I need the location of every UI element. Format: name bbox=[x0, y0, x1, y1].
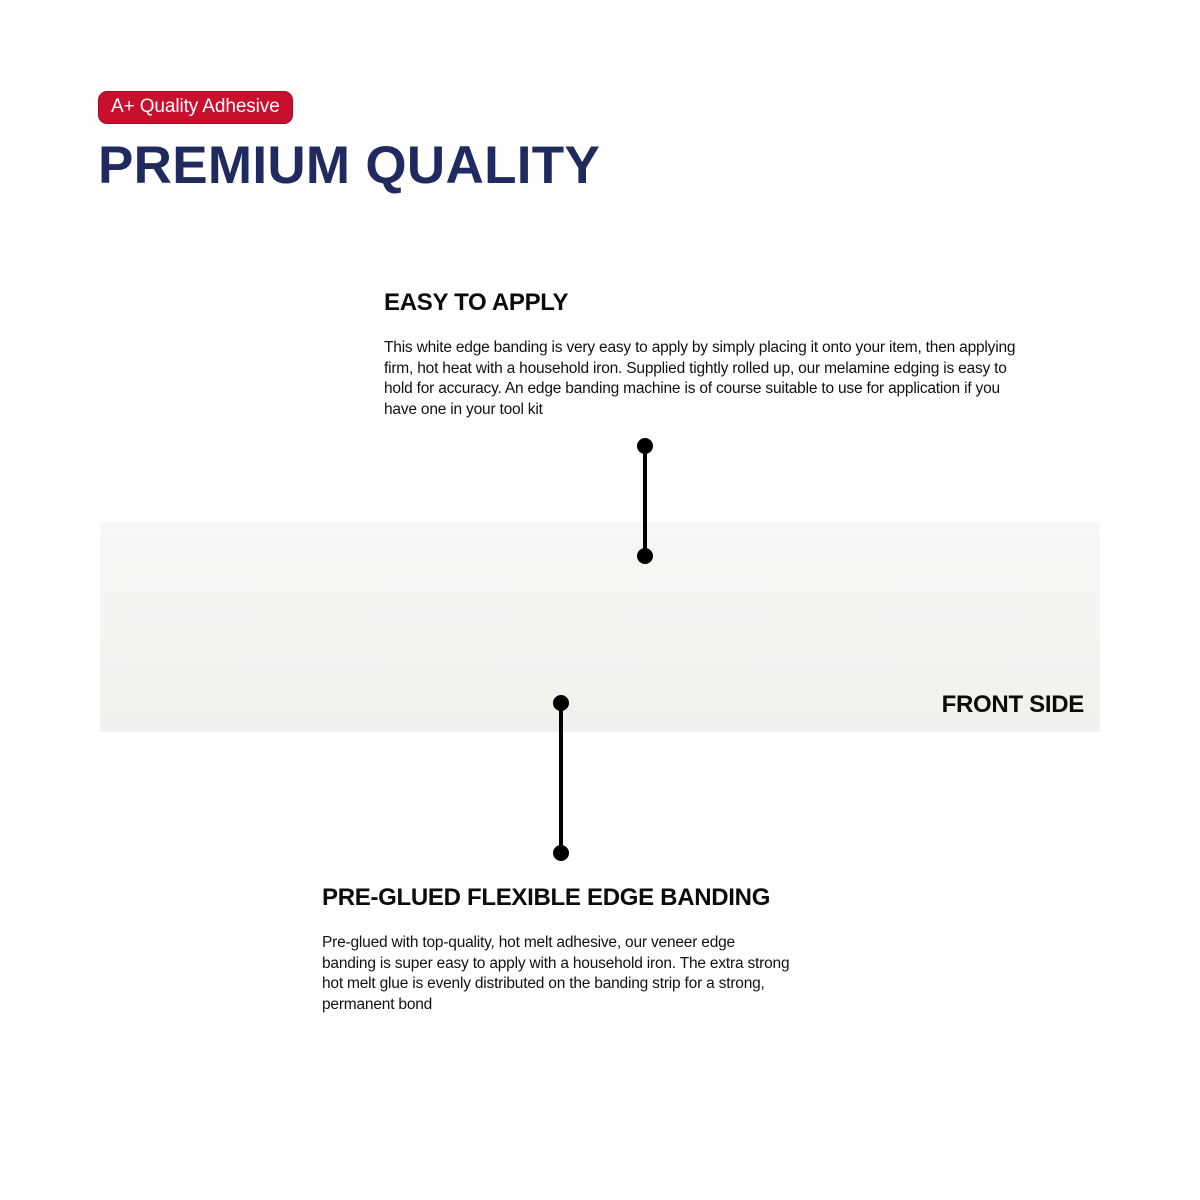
callout-connector-top bbox=[637, 438, 653, 564]
feature-heading-pre-glued: PRE-GLUED FLEXIBLE EDGE BANDING bbox=[322, 884, 771, 911]
page-title: PREMIUM QUALITY bbox=[98, 136, 601, 195]
edge-banding-strip-image bbox=[100, 522, 1100, 732]
callout-connector-bottom bbox=[553, 695, 569, 861]
callout-dot-icon bbox=[637, 548, 653, 564]
callout-line bbox=[643, 446, 647, 556]
front-side-label: FRONT SIDE bbox=[941, 691, 1084, 718]
callout-line bbox=[559, 703, 563, 853]
feature-body-pre-glued: Pre-glued with top-quality, hot melt adhesive, our veneer edge banding is super easy to apply with a household iron. The extra strong hot melt glue is evenly distributed on the banding strip for a strong, permanent bond bbox=[322, 934, 790, 1013]
feature-body-easy-to-apply: This white edge banding is very easy to apply by simply placing it onto your item, then applying firm, hot heat with a household iron. Supplied tightly rolled up, our melamine edging is easy to hold for accuracy. An edge banding machine is of course suitable to use for application if you have one in your tool kit bbox=[384, 339, 1016, 418]
feature-heading-easy-to-apply: EASY TO APPLY bbox=[384, 289, 569, 316]
quality-badge: A+ Quality Adhesive bbox=[98, 91, 293, 124]
callout-dot-icon bbox=[553, 845, 569, 861]
